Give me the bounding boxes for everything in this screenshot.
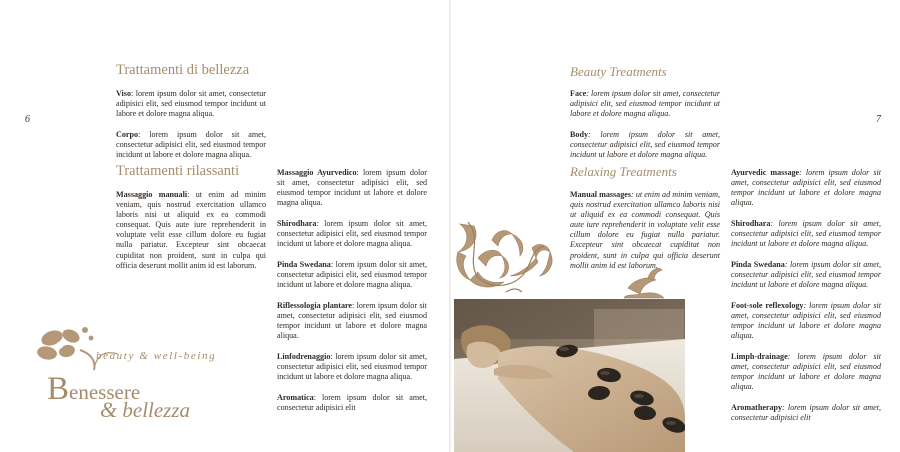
treatment-desc: : lorem ipsum dolor sit amet, consectetur adipisici elit, sed eiusmod tempor incidunt ut labore et dolore magna aliqua. (731, 300, 881, 340)
treatment-name: Manual massages (570, 190, 632, 199)
treatment-name: Pinda Swedana (277, 259, 331, 269)
logo-tagline: beauty & well-being (96, 350, 217, 362)
treatment-item (731, 352, 881, 392)
heading-trattamenti-rilassanti: Trattamenti rilassanti (116, 163, 240, 179)
logo-brand-rest: enessere (69, 380, 141, 404)
page-gutter (449, 0, 451, 452)
rilassanti-list (116, 190, 266, 281)
logo-brand-line2 (100, 397, 190, 423)
treatment-name: Shirodhara (277, 218, 317, 228)
treatment-name: Corpo (116, 129, 139, 139)
logo-brand-bellezza: bellezza (117, 398, 191, 422)
treatment-desc: : ut enim ad minim veniam, quis nostrud exercitation ullamco laboris nisi ut aliquid ex ea commodi consequat. Quis aute iure reprehenderit in voluptate velit esse cillum dolore eu fugiat nulla pariatur. Excepteur sint obcaecat cupiditat non proident, sunt in culpa qui officia deserunt mollit anim id est laborum. (570, 190, 720, 270)
hot-stone-massage-photo (454, 299, 685, 452)
treatment-item (277, 393, 427, 413)
treatment-desc: : lorem ipsum dolor sit amet, consectetur adipisici elit, sed eiusmod tempor incidunt ut labore et dolore magna aliqua. (277, 300, 427, 340)
treatment-desc: : lorem ipsum dolor sit amet, consectetur adipisici elit (277, 392, 427, 412)
treatment-desc: : lorem ipsum dolor sit amet, consectetur adipisici elit, sed eiusmod tempor incidunt ut labore et dolore magna aliqua. (116, 89, 266, 119)
treatment-item (731, 301, 881, 341)
treatment-item (731, 260, 881, 290)
treatment-item (277, 260, 427, 290)
logo-brand-amp: & (100, 397, 118, 422)
treatment-item (116, 89, 266, 119)
treatment-name: Viso (116, 89, 131, 98)
treatment-name: Aromatherapy (731, 402, 783, 412)
treatment-item (731, 403, 881, 423)
treatment-name: Massaggio Ayurvedico (277, 168, 357, 177)
heading-relaxing-treatments: Relaxing Treatments (570, 164, 677, 179)
treatment-item (731, 219, 881, 249)
treatment-desc: : lorem ipsum dolor sit amet, consectetur adipisici elit (731, 402, 881, 422)
treatment-name: Linfodrenaggio (277, 351, 331, 361)
page-number-left: 6 (25, 114, 30, 125)
treatment-desc: : ut enim ad minim veniam, quis nostrud exercitation ullamco laboris nisi ut aliquid ex ea commodi consequat. Quis aute iure reprehenderit in voluptate velit esse cillum dolore eu fugiat nulla pariatur. Excepteur sint obcaecat cupiditat non proident, sunt in culpa qui officia deserunt mollit anim id est laborum. (116, 190, 266, 270)
treatment-name: Massaggio manuali (116, 190, 188, 199)
logo-brand-cap: B (47, 371, 70, 407)
treatment-desc: : lorem ipsum dolor sit amet, consectetur adipisici elit, sed eiusmod tempor incidunt ut labore et dolore magna aliqua. (116, 129, 266, 160)
treatment-name: Ayurvedic massage (731, 168, 800, 177)
treatment-item (570, 130, 720, 160)
floral-ornament-icon (452, 218, 664, 300)
treatment-item (277, 219, 427, 249)
treatment-item (570, 89, 720, 119)
treatment-name: Shirodhara (731, 218, 771, 228)
treatment-desc: : lorem ipsum dolor sit amet, consectetur adipisici elit, sed eiusmod tempor incidunt ut labore et dolore magna aliqua. (731, 218, 881, 249)
treatment-item (731, 168, 881, 208)
treatment-name: Face (570, 89, 587, 98)
treatment-name: Body (570, 129, 588, 139)
treatment-desc: : lorem ipsum dolor sit amet, consectetur adipisici elit, sed eiusmod tempor incidunt ut labore et dolore magna aliqua. (277, 351, 427, 381)
treatment-desc: : lorem ipsum dolor sit amet, consectetur adipisici elit, sed eiusmod tempor incidunt ut labore et dolore magna aliqua. (570, 129, 720, 160)
treatment-desc: : lorem ipsum dolor sit amet, consectetur adipisici elit, sed eiusmod tempor incidunt ut labore et dolore magna aliqua. (731, 259, 881, 290)
treatment-desc: : lorem ipsum dolor sit amet, consectetur adipisici elit, sed eiusmod tempor incidunt ut labore et dolore magna aliqua. (570, 89, 720, 119)
treatment-item (277, 168, 427, 208)
treatment-desc: : lorem ipsum dolor sit amet, consectetur adipisici elit, sed eiusmod tempor incidunt ut labore et dolore magna aliqua. (277, 168, 427, 208)
treatment-name: Limph-drainage (731, 351, 788, 361)
treatment-item (116, 190, 266, 271)
treatment-item (277, 352, 427, 382)
bellezza-list (116, 89, 266, 171)
page-number-right: 7 (876, 114, 881, 125)
treatment-item (277, 301, 427, 341)
right-column-2 (731, 168, 881, 433)
treatment-desc: : lorem ipsum dolor sit amet, consectetur adipisici elit, sed eiusmod tempor incidunt ut labore et dolore magna aliqua. (277, 259, 427, 290)
beauty-list (570, 89, 720, 171)
treatment-name: Pinda Swedana (731, 259, 785, 269)
left-column-2 (277, 168, 427, 423)
treatment-desc: : lorem ipsum dolor sit amet, consectetur adipisici elit, sed eiusmod tempor incidunt ut labore et dolore magna aliqua. (277, 218, 427, 249)
treatment-name: Riflessologia plantare (277, 300, 353, 310)
treatment-item (116, 130, 266, 160)
heading-trattamenti-bellezza: Trattamenti di bellezza (116, 62, 250, 78)
treatment-desc: : lorem ipsum dolor sit amet, consectetur adipisici elit, sed eiusmod tempor incidunt ut labore et dolore magna aliqua. (731, 168, 881, 208)
treatment-desc: : lorem ipsum dolor sit amet, consectetur adipisici elit, sed eiusmod tempor incidunt ut labore et dolore magna aliqua. (731, 351, 881, 391)
treatment-name: Aromatica (277, 392, 314, 402)
heading-beauty-treatments: Beauty Treatments (570, 64, 667, 79)
treatment-name: Foot-sole reflexology (731, 300, 804, 310)
